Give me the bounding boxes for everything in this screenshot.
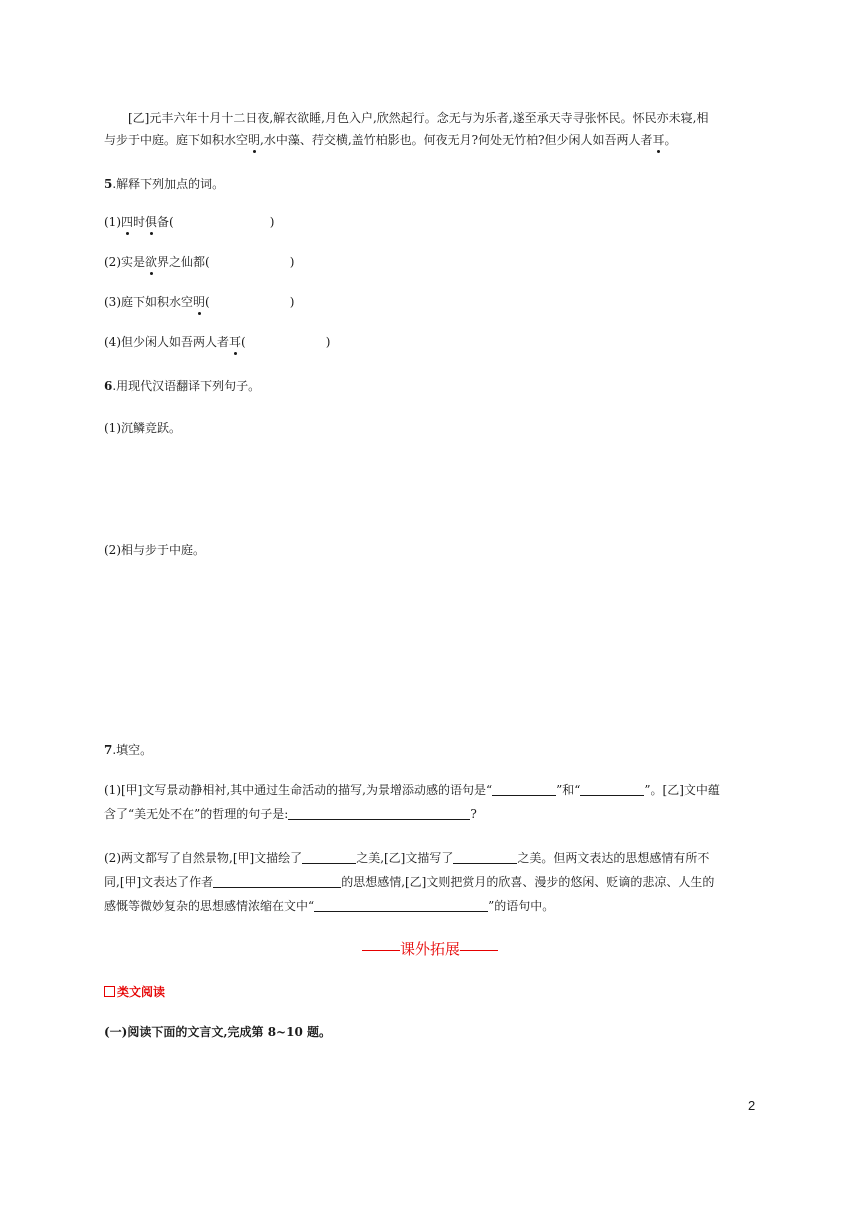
item-text: ) — [289, 255, 295, 269]
question-7-title — [104, 742, 764, 758]
dotted-char: 欲 — [145, 255, 158, 269]
passage-yi-line-1 — [104, 110, 764, 126]
fill-blank[interactable] — [453, 851, 517, 864]
section-heading-text: 课外拓展 — [399, 940, 460, 958]
fill-text: ”。[乙]文中蕴 — [644, 783, 720, 797]
fill-text: 同,[甲]文表达了作者 — [104, 875, 214, 889]
question-6-item-1 — [104, 420, 764, 436]
question-text: .解释下列加点的词。 — [112, 177, 225, 191]
fill-text: ”和“ — [556, 783, 581, 797]
fill-blank[interactable] — [288, 807, 470, 820]
heading-rule-left — [362, 950, 400, 951]
checkbox-square-icon — [104, 986, 115, 997]
dotted-char: 四 — [121, 215, 134, 229]
reading-intro-text: (一)阅读下面的文言文,完成第 8~10 题。 — [104, 1025, 331, 1039]
passage-yi-line-2 — [104, 132, 764, 148]
page-number: 2 — [748, 1098, 756, 1113]
question-5-title — [104, 176, 764, 192]
fill-blank[interactable] — [314, 899, 488, 912]
question-7-part-1 — [104, 778, 766, 826]
fill-blank[interactable] — [492, 783, 556, 796]
fill-text: 之美,[乙]文描写了 — [356, 851, 454, 865]
heading-rule-right — [460, 950, 498, 951]
item-text: ( — [241, 335, 246, 349]
dotted-char: 明 — [193, 295, 206, 309]
item-text: (3)庭下如积水空 — [104, 295, 193, 309]
fill-text: (2)两文都写了自然景物,[甲]文描绘了 — [104, 851, 303, 865]
reading-intro — [104, 1024, 764, 1040]
fill-blank[interactable] — [213, 875, 341, 888]
dotted-char: 明 — [248, 133, 261, 147]
fill-text: 含了“美无处不在”的哲理的句子是: — [104, 807, 289, 821]
question-5-item-1 — [104, 214, 764, 230]
fill-text: 感慨等微妙复杂的思想感情浓缩在文中“ — [104, 899, 315, 913]
fill-text: (1)[甲]文写景动静相衬,其中通过生命活动的描写,为景增添动感的语句是“ — [104, 783, 493, 797]
dotted-char: 耳 — [652, 133, 665, 147]
question-6-title — [104, 378, 764, 394]
passage-yi-text-2c: 。 — [664, 133, 677, 147]
passage-yi-text-2b: ,水中藻、荇交横,盖竹柏影也。何夜无月?何处无竹柏?但少闲人如吾两人者 — [260, 133, 653, 147]
item-text: ( — [205, 295, 210, 309]
question-text: .用现代汉语翻译下列句子。 — [112, 379, 261, 393]
fill-text: 的思想感情,[乙]文则把赏月的欣喜、漫步的悠闲、贬谪的悲凉、人生的 — [341, 875, 715, 889]
item-text: ) — [325, 335, 331, 349]
fill-blank[interactable] — [580, 783, 644, 796]
item-text: ) — [289, 295, 295, 309]
passage-yi-text-2a: 与步于中庭。庭下如积水空 — [104, 133, 249, 147]
fill-text: ”的语句中。 — [488, 899, 555, 913]
item-text: (1)沉鳞竞跃。 — [104, 421, 181, 435]
section-heading — [0, 938, 860, 960]
dotted-char: 俱 — [145, 215, 158, 229]
item-text: (2)实是 — [104, 255, 145, 269]
item-text: ) — [269, 215, 275, 229]
dotted-char: 耳 — [229, 335, 242, 349]
question-5-item-4 — [104, 334, 764, 350]
question-7-part-2 — [104, 846, 766, 918]
question-5-item-3 — [104, 294, 764, 310]
fill-text: ? — [470, 807, 477, 821]
item-text: 界之仙都( — [157, 255, 210, 269]
question-text: .填空。 — [112, 743, 153, 757]
question-6-item-2 — [104, 542, 764, 558]
item-text: (1) — [104, 215, 121, 229]
fill-text: 之美。但两文表达的思想感情有所不 — [517, 851, 710, 865]
subsection-heading — [104, 984, 165, 1000]
item-text: (2)相与步于中庭。 — [104, 543, 205, 557]
question-5-item-2 — [104, 254, 764, 270]
question-number: 6 — [104, 379, 113, 393]
fill-blank[interactable] — [302, 851, 356, 864]
passage-yi-text-1: [乙]元丰六年十月十二日夜,解衣欲睡,月色入户,欣然起行。念无与为乐者,遂至承天寺寻张怀民。怀民亦未寝,相 — [128, 111, 709, 125]
subsection-heading-text: 类文阅读 — [117, 985, 166, 999]
item-text: 备( — [157, 215, 174, 229]
question-number: 7 — [104, 743, 113, 757]
item-text: (4)但少闲人如吾两人者 — [104, 335, 229, 349]
item-text: 时 — [133, 215, 146, 229]
question-number: 5 — [104, 177, 113, 191]
